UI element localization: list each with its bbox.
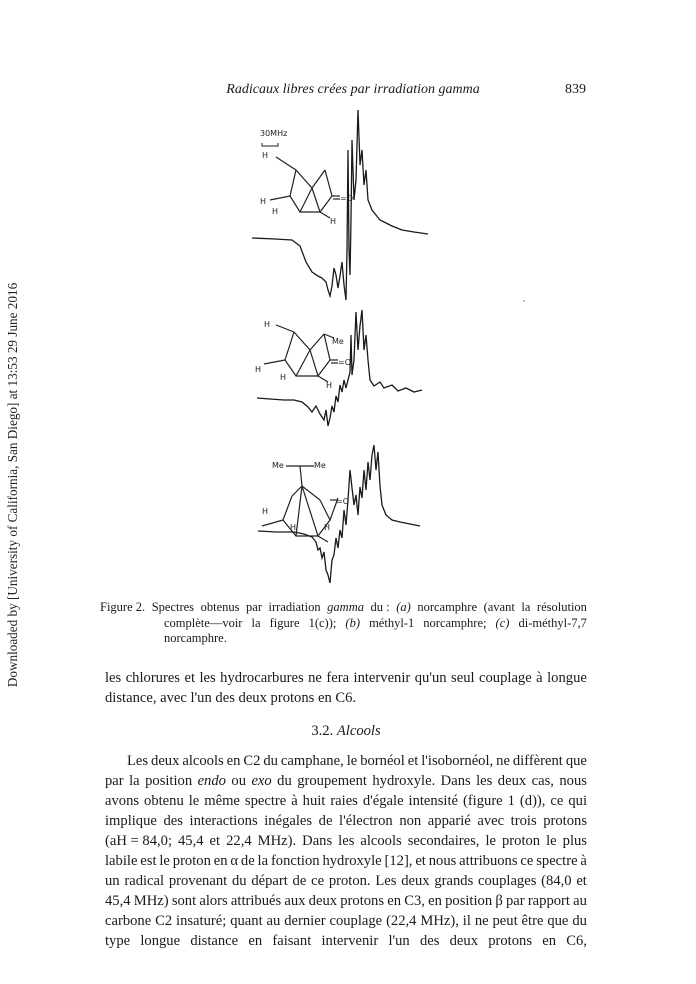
structure-a-h-top: H (262, 151, 269, 160)
word: deux (151, 753, 180, 769)
structure-a-h-radical: H (330, 217, 337, 226)
word: l'électron (339, 813, 393, 829)
paragraph-2-line-4 (105, 811, 587, 831)
word: (d)), (519, 793, 546, 809)
word: peut (492, 913, 518, 929)
word: par (105, 773, 124, 789)
structure-b-h-top: H (264, 320, 271, 329)
structure-a (270, 157, 340, 218)
word: qu'un (414, 670, 447, 686)
word: même (204, 793, 240, 809)
word: 22,4 (226, 833, 252, 849)
word: proton (172, 853, 211, 869)
word: l'un (388, 933, 410, 949)
word: hydroxyle (322, 853, 382, 869)
paragraph-2 (105, 751, 587, 951)
word: et (576, 873, 587, 889)
word: MHz). (257, 833, 297, 849)
caption-word: figure (269, 615, 300, 630)
word: labile (105, 853, 138, 869)
caption-word: irradiation (268, 600, 321, 614)
word: et (209, 833, 221, 849)
scale-bar (262, 143, 278, 146)
scale-label: 30MHz (260, 129, 288, 138)
word: aux (284, 893, 306, 909)
word: non (399, 813, 422, 829)
caption-word: norcamphre; (423, 615, 487, 630)
running-head: Radicaux libres crées par irradiation gamma (226, 82, 480, 97)
word: du (277, 773, 292, 789)
structure-c-methyl-left: Me (272, 461, 284, 470)
word: secondaires, (407, 833, 480, 849)
word: diffèrent (512, 753, 563, 769)
word: groupement (297, 773, 367, 789)
download-note-text: Downloaded by [University of California, San Diego] at 13:53 29 June 2016 (5, 282, 20, 688)
caption-word: norcamphre (417, 600, 478, 614)
caption-line-3: norcamphre. (164, 631, 227, 645)
word: couplage (329, 913, 383, 929)
word: proton. (328, 873, 371, 889)
word: huit (302, 793, 326, 809)
word: que (565, 753, 587, 769)
word: les (476, 773, 493, 789)
caption-word: la (251, 615, 261, 630)
word: MHz), (420, 913, 459, 929)
word: (aH = 84,0; (105, 833, 172, 849)
page-number: 839 (565, 82, 586, 97)
word: Les (127, 753, 149, 769)
paragraph-2-line-2 (105, 771, 587, 791)
caption-line-2 (100, 616, 587, 632)
caption-word: (b) (345, 615, 360, 630)
word: en (248, 933, 263, 949)
caption-word: Spectres (151, 600, 195, 614)
word: alcools (182, 753, 224, 769)
word: avec (477, 813, 505, 829)
word: faisant (272, 933, 312, 949)
word: bornéol (360, 753, 405, 769)
word: le (346, 753, 358, 769)
word: en (387, 893, 402, 909)
spectrum-a-trace (252, 110, 428, 300)
word: alors (199, 893, 228, 909)
word: proton (502, 833, 541, 849)
caption-word: di-méthyl-7,7 (518, 615, 587, 630)
word: à (580, 853, 587, 869)
word: inégales (264, 813, 313, 829)
word: [12], (384, 853, 413, 869)
structure-b-h-left: H (255, 365, 262, 374)
word: ce (520, 853, 534, 869)
word: apparié (427, 813, 471, 829)
paragraph-2-line-9 (105, 911, 587, 931)
word: la (129, 773, 140, 789)
word: dernier (284, 913, 326, 929)
word: longue (140, 933, 181, 949)
word: ne (496, 753, 510, 769)
paragraph-2-line-10 (105, 931, 587, 951)
figure-caption (100, 600, 587, 647)
word: par (505, 893, 525, 909)
structure-b-h-radical: H (326, 381, 333, 390)
word: trois (510, 813, 537, 829)
word: quant (230, 913, 263, 929)
word: nous (559, 773, 587, 789)
caption-word: gamma (327, 600, 364, 614)
word: le (159, 853, 170, 869)
word: Dans (440, 773, 471, 789)
paragraph-2-line-5 (105, 831, 587, 851)
word: ou (231, 773, 246, 789)
word: ne (474, 913, 489, 929)
word: Dans (302, 833, 333, 849)
word: Les (375, 873, 397, 889)
structure-b (264, 325, 338, 382)
word: distance (190, 933, 239, 949)
structure-c-carbonyl: =O (336, 497, 349, 506)
word: hydroxyle. (372, 773, 436, 789)
word: position (145, 773, 193, 789)
word: interactions (189, 813, 258, 829)
word: intervenir (321, 933, 379, 949)
structure-c-h-mid: H (290, 523, 297, 532)
word: deux (449, 933, 478, 949)
word: provenant (168, 873, 228, 889)
word: fonction (270, 853, 320, 869)
section-number: 3.2. (311, 723, 334, 739)
word: de (292, 873, 307, 889)
structure-b-carbonyl: =O (338, 358, 351, 367)
word: deux (401, 873, 430, 889)
word: attribués (230, 893, 282, 909)
word: exo (251, 773, 272, 789)
word: endo (197, 773, 226, 789)
caption-word: 1(c)); (308, 615, 337, 630)
word: protons (340, 893, 385, 909)
word: qui (568, 793, 587, 809)
caption-word: (c) (495, 615, 510, 630)
paragraph-1-line-1 (105, 668, 587, 688)
structure-a-carbonyl: =O (340, 194, 353, 203)
word: être (521, 913, 544, 929)
word: du (572, 913, 587, 929)
word: alcools (360, 833, 402, 849)
caption-word: par (246, 600, 262, 614)
word: avons (105, 793, 140, 809)
word: les (338, 833, 355, 849)
word: seul (451, 670, 475, 686)
word: C2 (155, 913, 173, 929)
word: les (105, 670, 122, 686)
section-title: Alcools (336, 723, 381, 739)
word: au (573, 893, 587, 909)
word: α (230, 853, 239, 869)
word: le (485, 833, 496, 849)
word: cas, (531, 773, 554, 789)
caption-word: (a) (396, 600, 411, 614)
word: l'isobornéol, (421, 753, 494, 769)
caption-word: méthyl-1 (369, 615, 415, 630)
word: ce (311, 873, 325, 889)
word: β (495, 893, 503, 909)
paragraph-2-line-6 (105, 851, 587, 871)
caption-figure-label: Figure 2. (100, 600, 146, 614)
word: ce (550, 793, 564, 809)
word: C3, (404, 893, 425, 909)
structure-c-methyl-right: Me (314, 461, 326, 470)
word: au (266, 913, 281, 929)
word: chlorures (125, 670, 180, 686)
caption-word: résolution (536, 600, 587, 614)
word: intervenir (353, 670, 411, 686)
word: d'égale (362, 793, 404, 809)
word: 45,4 (178, 833, 204, 849)
caption-word: complète—voir (164, 615, 243, 630)
word: hydrocarbures (220, 670, 304, 686)
word: en (428, 893, 442, 909)
word: à (536, 670, 543, 686)
word: (figure (462, 793, 503, 809)
word: de (318, 813, 333, 829)
word: raies (330, 793, 358, 809)
word: nous (428, 853, 457, 869)
word: deux (497, 773, 527, 789)
caption-line-1 (100, 600, 587, 616)
word: du (231, 873, 247, 889)
word: en (226, 753, 241, 769)
word: plus (562, 833, 587, 849)
word: camphane, (280, 753, 344, 769)
structure-b-h-mid: H (280, 373, 287, 382)
word: des (163, 813, 183, 829)
word: en (542, 933, 556, 949)
word: du (263, 753, 278, 769)
word: obtenu (144, 793, 184, 809)
paragraph-1 (105, 668, 587, 708)
word: (84,0 (541, 873, 572, 889)
print-speck (523, 300, 524, 301)
word: des (419, 933, 440, 949)
structure-c-h-radical: H (324, 523, 331, 532)
structure-a-h-left: H (260, 197, 267, 206)
word: C6, (566, 933, 587, 949)
word: spectre (244, 793, 287, 809)
word: couplage (479, 670, 532, 686)
caption-word: obtenus (200, 600, 240, 614)
caption-word: la (521, 600, 531, 614)
structure-a-h-mid: H (272, 207, 279, 216)
word: départ (251, 873, 288, 889)
paragraph-2-line-3 (105, 791, 587, 811)
word: carbone (105, 913, 152, 929)
caption-word: (avant (483, 600, 515, 614)
word: un (105, 873, 120, 889)
word: type (105, 933, 131, 949)
paragraph-2-line-8 (105, 891, 587, 911)
word: les (199, 670, 216, 686)
section-heading (105, 723, 587, 740)
word: protons (543, 813, 587, 829)
word: position (445, 893, 493, 909)
word: fera (326, 670, 350, 686)
word: protons (488, 933, 532, 949)
word: couplages (478, 873, 537, 889)
word: longue (547, 670, 587, 686)
word: grands (434, 873, 474, 889)
word: et (407, 753, 419, 769)
word: attribuons (459, 853, 518, 869)
paragraph-1-line-2: distance, avec l'un des deux protons en C6. (105, 690, 357, 706)
word: de (240, 853, 255, 869)
word: et (184, 670, 196, 686)
word: en (213, 853, 228, 869)
caption-word: du : (370, 600, 390, 614)
structure-b-methyl: Me (332, 337, 344, 346)
word: sont (171, 893, 197, 909)
paragraph-2-line-1 (105, 751, 587, 771)
structure-c-h-left: H (262, 507, 269, 516)
word: MHz) (133, 893, 169, 909)
word: insaturé; (176, 913, 227, 929)
word: est (140, 853, 157, 869)
word: à (291, 793, 298, 809)
word: ne (308, 670, 322, 686)
word: intensité (408, 793, 458, 809)
word: deux (308, 893, 338, 909)
word: radical (124, 873, 165, 889)
word: le (546, 833, 557, 849)
paragraph-2-line-7 (105, 871, 587, 891)
word: le (188, 793, 200, 809)
word: (22,4 (386, 913, 417, 929)
word: que (547, 913, 569, 929)
word: rapport (527, 893, 570, 909)
word: 1 (507, 793, 515, 809)
word: et (415, 853, 426, 869)
word: C2 (243, 753, 261, 769)
word: spectre (536, 853, 578, 869)
word: 45,4 (105, 893, 131, 909)
word: implique (105, 813, 157, 829)
word: il (462, 913, 471, 929)
word: la (257, 853, 269, 869)
